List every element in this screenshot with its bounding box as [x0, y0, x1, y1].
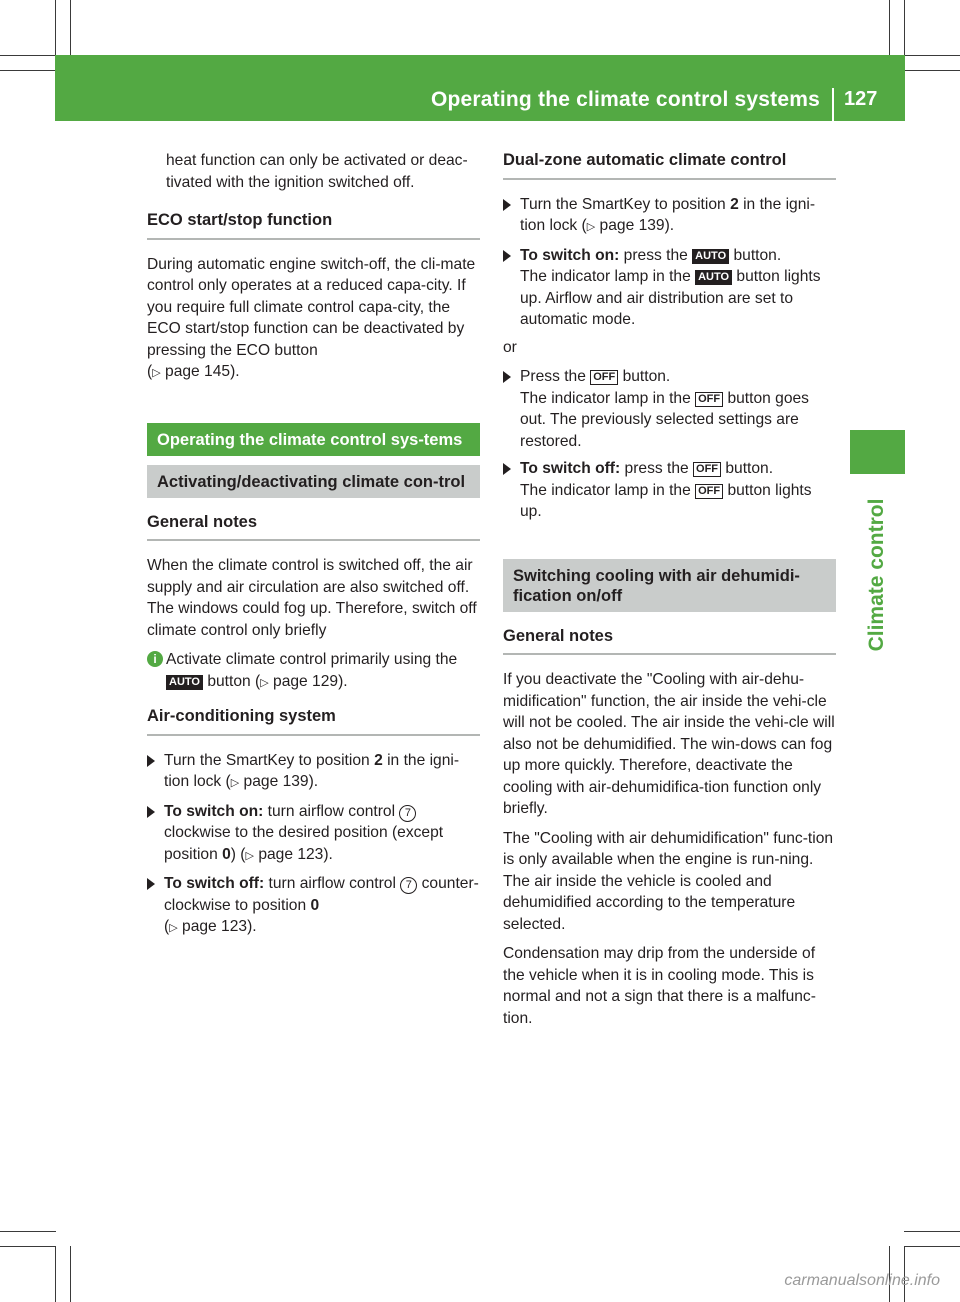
info-icon: i — [147, 651, 163, 667]
step1-page-ref[interactable]: page 139 — [243, 773, 309, 790]
step-arrow-icon — [147, 755, 155, 767]
crop-mark — [904, 1231, 960, 1232]
list-item: Press the OFF button. The indicator lamp in the OFF button goes out. The previously selected settings are restored. — [503, 366, 836, 452]
page-title: Operating the climate control systems — [430, 88, 820, 111]
general-notes-heading: General notes — [147, 512, 480, 542]
crop-mark — [0, 1231, 56, 1232]
crop-mark — [55, 0, 56, 56]
crop-mark — [70, 1246, 71, 1302]
auto-key-icon: AUTO — [695, 270, 732, 285]
step2-page-ref[interactable]: page 123 — [258, 845, 324, 863]
general-notes-heading: General notes — [503, 626, 836, 656]
ac-heading: Air-conditioning system — [147, 706, 480, 736]
step-arrow-icon — [503, 199, 511, 211]
watermark: carmanualsonline.info — [784, 1272, 940, 1289]
control-number-icon: 7 — [399, 805, 416, 822]
auto-key-icon: AUTO — [166, 675, 203, 690]
list-item: To switch on: turn airflow control 7 clockwise to the desired position (except position 0) (▷ page 123). — [147, 801, 480, 868]
info-text-a: Activate climate control primarily using the — [166, 651, 458, 668]
general-notes-text: When the climate control is switched off, the air supply and air circulation are also switched off. The windows could fog up. Therefore, switch off climate control only briefly — [147, 557, 477, 639]
crop-mark — [889, 0, 890, 56]
crop-mark — [904, 70, 960, 71]
info-page-ref[interactable]: page 129 — [273, 672, 339, 690]
dual-zone-heading: Dual-zone automatic climate control — [503, 150, 836, 180]
off-key-icon: OFF — [695, 484, 723, 499]
page-ref-icon: ▷ — [245, 849, 254, 862]
continued-line-2: tivated with the ignition switched off. — [166, 173, 415, 191]
or-text: or — [503, 338, 517, 356]
list-item: Turn the SmartKey to position 2 in the igni-tion lock (▷ page 139). — [503, 194, 836, 239]
right-column — [503, 150, 836, 1037]
crop-mark — [0, 55, 56, 56]
page-ref-icon: ▷ — [260, 676, 269, 689]
eco-page-ref[interactable]: page 145 — [165, 363, 231, 380]
off-key-icon: OFF — [590, 370, 618, 385]
page-number: 127 — [844, 88, 878, 110]
crop-mark — [904, 55, 960, 56]
list-item: To switch off: press the OFF button. The indicator lamp in the OFF button lights up. — [503, 458, 836, 523]
subsection-banner: Activating/deactivating climate con-trol — [147, 465, 480, 498]
info-text-b: button ( — [207, 672, 261, 690]
step-arrow-icon — [503, 250, 511, 262]
list-item: To switch on: press the AUTO button. The indicator lamp in the AUTO button lights up. Airflow and air distribution are set to automatic mode. — [503, 245, 836, 331]
eco-paragraph: During automatic engine switch-off, the cli-mate control only operates at a reduced capa-city. If you require full climate control capa-city, the ECO start/stop function can be deactivated by pressing the ECO button (▷ page 145). — [147, 255, 476, 380]
crop-mark — [904, 0, 905, 56]
crop-mark — [0, 70, 56, 71]
control-number-icon: 7 — [400, 877, 417, 894]
crop-mark — [904, 1246, 960, 1247]
chapter-label-text: Climate control — [865, 498, 888, 652]
crop-mark — [70, 0, 71, 56]
step-arrow-icon — [147, 806, 155, 818]
crop-mark — [0, 1246, 56, 1247]
page-ref-icon: ▷ — [169, 922, 178, 934]
paragraph: Condensation may drip from the underside of the vehicle when it is in cooling mode. This is normal and not a sign that there is a malfunc-tion. — [503, 945, 816, 1027]
list-item: Turn the SmartKey to position 2 in the igni-tion lock (▷ page 139). — [147, 750, 480, 795]
paragraph: If you deactivate the "Cooling with air-dehu-midification" function, the air inside the vehi-cle will not be cooled. The air inside the vehi-cle will also not be dehumidified. The win-dows can fog up more quickly. Therefore, deactivate the cooling with air-dehumidifica-tion function only briefly. — [503, 671, 835, 817]
page-ref-icon: ▷ — [152, 367, 161, 379]
info-note: i Activate climate control primarily using the AUTO button (▷ page 129). — [147, 649, 480, 694]
off-key-icon: OFF — [695, 392, 723, 407]
continued-line-1: heat function can only be activated or deac- — [166, 152, 468, 169]
header-divider — [832, 88, 834, 121]
subsection-banner: Switching cooling with air dehumidi-fication on/off — [503, 559, 836, 612]
step-arrow-icon — [503, 463, 511, 475]
section-banner: Operating the climate control sys-tems — [147, 423, 480, 456]
off-key-icon: OFF — [693, 462, 721, 477]
list-item: To switch off: turn airflow control 7 counter-clockwise to position 0 (▷ page 123). — [147, 873, 480, 940]
continued-paragraph — [147, 150, 480, 193]
chapter-tab — [850, 430, 905, 474]
chapter-label — [850, 490, 905, 660]
auto-key-icon: AUTO — [692, 249, 729, 264]
eco-heading: ECO start/stop function — [147, 210, 480, 240]
eco-text: During automatic engine switch-off, the cli-mate control only operates at a reduced capa-city. If you require full climate control capa-city, the ECO start/stop function can be deactivated by pressing the ECO button — [147, 255, 476, 359]
paragraph: The "Cooling with air dehumidification" func-tion is only available when the engine is run-ning. The air inside the vehicle is cooled and dehumidified according to the temperature selected. — [503, 829, 834, 933]
page-ref-icon: ▷ — [586, 221, 596, 233]
crop-mark — [55, 1246, 56, 1302]
left-column — [147, 150, 480, 946]
step-arrow-icon — [147, 878, 155, 890]
step3-page-ref[interactable]: page 123 — [182, 918, 248, 935]
page-ref-icon: ▷ — [230, 777, 240, 789]
dual-step1-page-ref[interactable]: page 139 — [599, 217, 665, 234]
step-arrow-icon — [503, 371, 511, 383]
